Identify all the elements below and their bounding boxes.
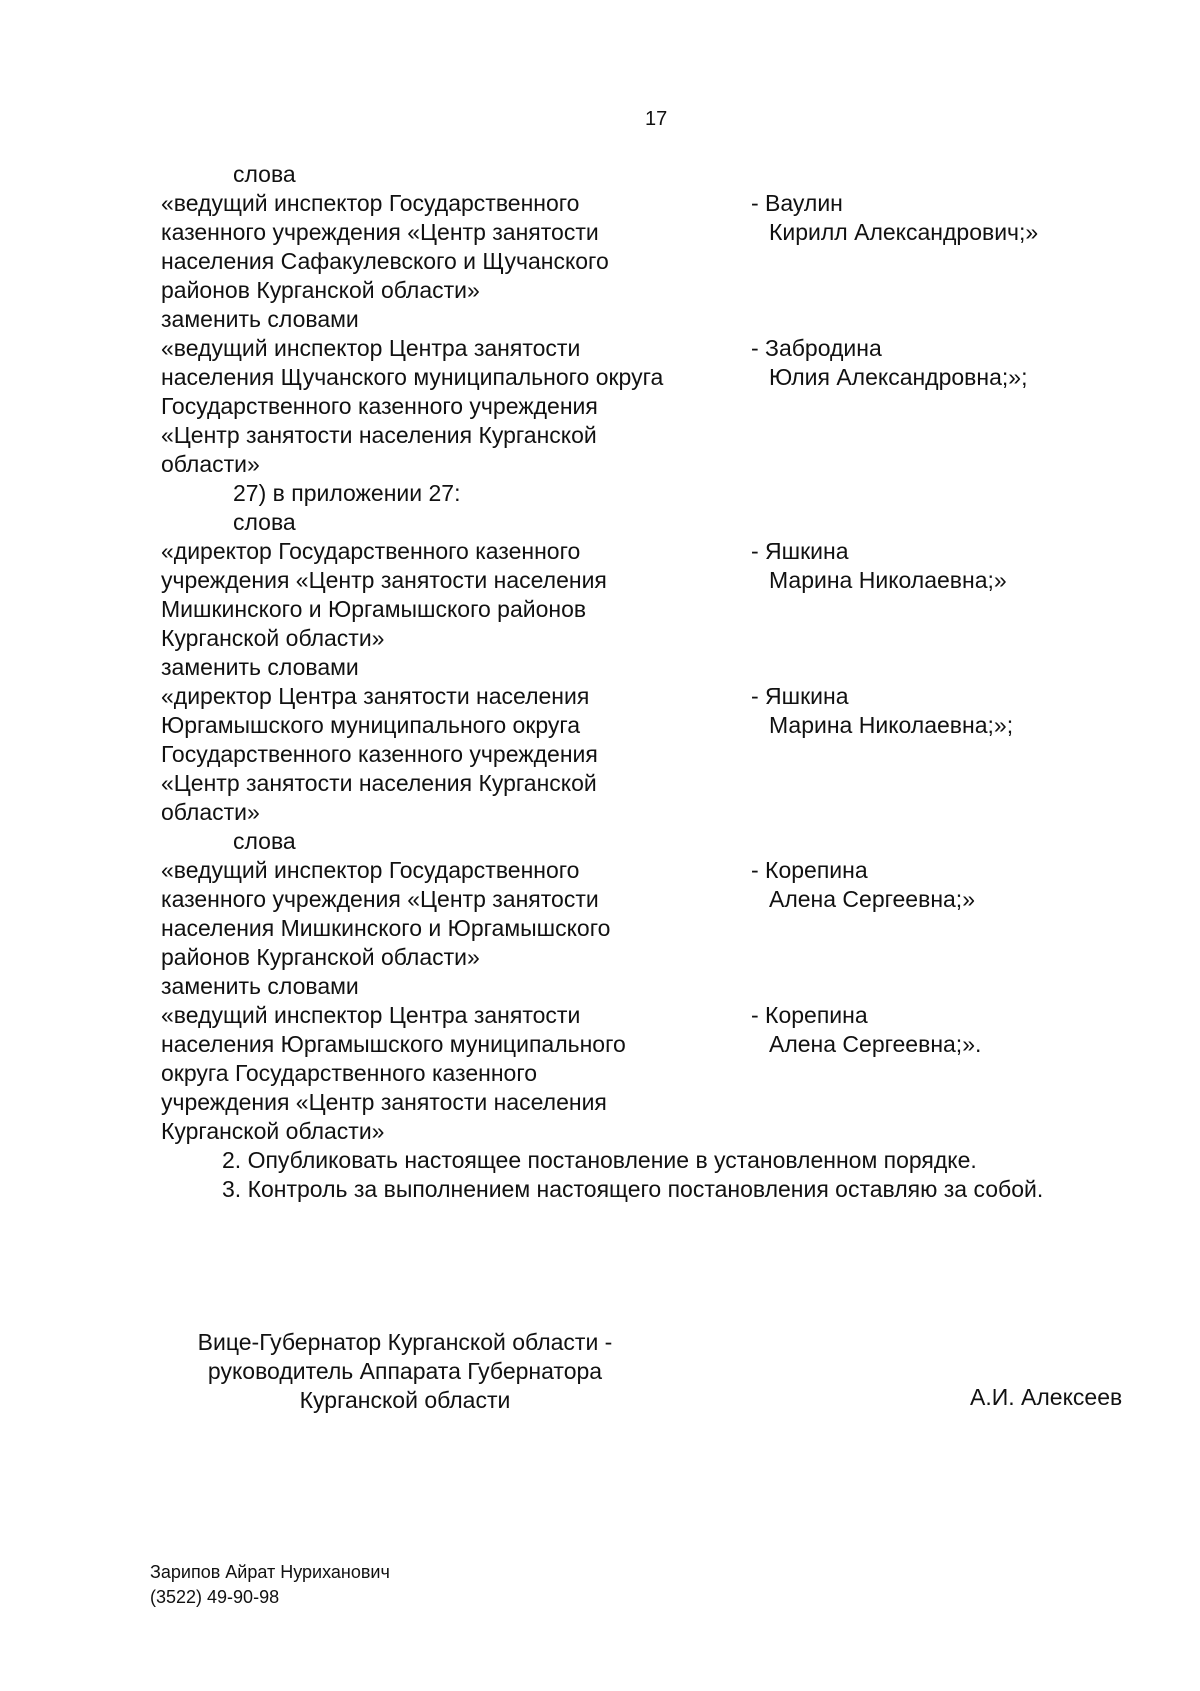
- position-line: «директор Государственного казенного: [161, 538, 581, 564]
- appendix-27-text: 27) в приложении 27:: [233, 480, 461, 506]
- position-line: области»: [161, 451, 260, 477]
- position-line: районов Курганской области»: [161, 944, 480, 970]
- intro-word: [161, 827, 1101, 856]
- replace-phrase-text: заменить словами: [161, 306, 359, 332]
- position-line: населения Мишкинского и Юргамышского: [161, 915, 611, 941]
- given-names: Алена Сергеевна;».: [769, 1031, 982, 1057]
- position-text: [161, 856, 756, 972]
- given-names: Алена Сергеевна;»: [769, 886, 975, 912]
- position-text: [161, 189, 756, 305]
- person-name: [751, 334, 1091, 392]
- given-names: Марина Николаевна;»: [769, 567, 1007, 593]
- surname: - Корепина: [751, 857, 868, 883]
- person-name: [751, 856, 1091, 914]
- executor-phone: (3522) 49-90-98: [150, 1587, 280, 1607]
- surname: - Яшкина: [751, 683, 849, 709]
- position-line: Государственного казенного учреждения: [161, 741, 598, 767]
- position-text: [161, 537, 756, 653]
- position-line: учреждения «Центр занятости населения: [161, 567, 607, 593]
- executor-name: Зарипов Айрат Нуриханович: [150, 1562, 390, 1582]
- position-line: «Центр занятости населения Курганской: [161, 770, 597, 796]
- position-text: [161, 682, 756, 827]
- position-line: «ведущий инспектор Центра занятости: [161, 335, 581, 361]
- given-names: Кирилл Александрович;»: [769, 219, 1039, 245]
- intro-word-text: слова: [233, 828, 296, 854]
- signatory-title-line: руководитель Аппарата Губернатора: [207, 1358, 603, 1384]
- person-name: [751, 189, 1091, 247]
- position-text: [161, 1001, 756, 1146]
- intro-word: [161, 508, 1101, 537]
- position-line: Юргамышского муниципального округа: [161, 712, 581, 738]
- position-line: населения Сафакулевского и Щучанского: [161, 248, 609, 274]
- position-line: «директор Центра занятости населения: [161, 683, 590, 709]
- signatory-title-line: Курганской области: [299, 1387, 511, 1413]
- position-line: Государственного казенного учреждения: [161, 393, 598, 419]
- surname: - Корепина: [751, 1002, 868, 1028]
- person-name: [751, 1001, 1091, 1059]
- person-name: [751, 682, 1091, 740]
- position-line: населения Юргамышского муниципального: [161, 1031, 626, 1057]
- position-line: «ведущий инспектор Государственного: [161, 857, 580, 883]
- appendix-27-heading: [161, 479, 1101, 508]
- replace-phrase-text: заменить словами: [161, 973, 359, 999]
- surname: - Яшкина: [751, 538, 849, 564]
- position-line: районов Курганской области»: [161, 277, 480, 303]
- person-name: [751, 537, 1091, 595]
- position-line: области»: [161, 799, 260, 825]
- position-text: [161, 334, 756, 479]
- position-line: Курганской области»: [161, 1118, 385, 1144]
- item-2-paragraph: 2. Опубликовать настоящее постановление в установленном порядке.: [222, 1147, 977, 1173]
- surname: - Ваулин: [751, 190, 843, 216]
- position-line: округа Государственного казенного: [161, 1060, 537, 1086]
- position-line: Курганской области»: [161, 625, 385, 651]
- position-line: населения Щучанского муниципального округа: [161, 364, 664, 390]
- position-line: «ведущий инспектор Государственного: [161, 190, 580, 216]
- position-line: «Центр занятости населения Курганской: [161, 422, 597, 448]
- executor-footer: [150, 1560, 390, 1610]
- intro-word: [161, 160, 1101, 189]
- replace-phrase: [161, 972, 1101, 1001]
- signatory-title: [155, 1328, 655, 1415]
- position-line: казенного учреждения «Центр занятости: [161, 886, 599, 912]
- signatory-title-line: Вице-Губернатор Курганской области -: [197, 1329, 613, 1355]
- replace-phrase-text: заменить словами: [161, 654, 359, 680]
- replace-phrase: [161, 305, 1101, 334]
- intro-word-text: слова: [233, 509, 296, 535]
- position-line: учреждения «Центр занятости населения: [161, 1089, 607, 1115]
- signatory-name: А.И. Алексеев: [970, 1384, 1123, 1410]
- given-names: Марина Николаевна;»;: [769, 712, 1014, 738]
- item-3-paragraph: 3. Контроль за выполнением настоящего постановления оставляю за собой.: [222, 1176, 1044, 1202]
- replace-phrase: [161, 653, 1101, 682]
- position-line: Мишкинского и Юргамышского районов: [161, 596, 587, 622]
- intro-word-text: слова: [233, 161, 296, 187]
- given-names: Юлия Александровна;»;: [769, 364, 1028, 390]
- position-line: «ведущий инспектор Центра занятости: [161, 1002, 581, 1028]
- position-line: казенного учреждения «Центр занятости: [161, 219, 599, 245]
- surname: - Забродина: [751, 335, 882, 361]
- page-number: 17: [645, 108, 668, 130]
